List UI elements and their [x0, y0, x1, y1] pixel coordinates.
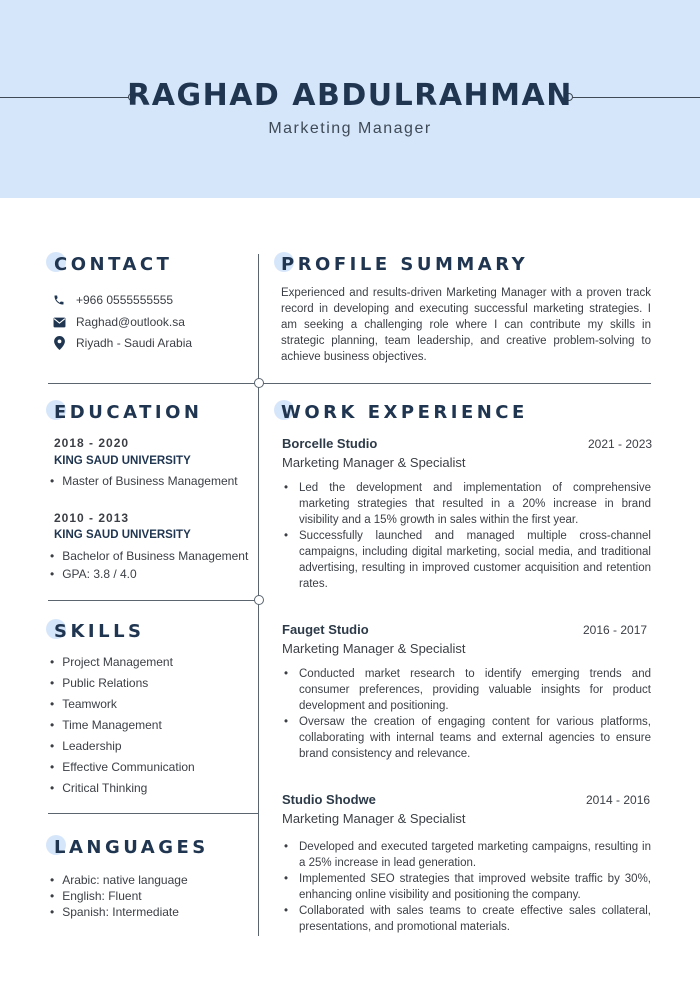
work-heading: WORK EXPERIENCE: [281, 402, 528, 423]
skill-item: • Teamwork: [50, 697, 117, 711]
divider-3: [48, 813, 259, 814]
languages-heading: LANGUAGES: [54, 837, 209, 858]
job-bullet: • Oversaw the creation of engaging content for various platforms, collaborating with internal teams and external agencies to ensure brand consistency and relevance.: [284, 714, 651, 762]
profile-heading: PROFILE SUMMARY: [281, 254, 529, 275]
skill-item: • Public Relations: [50, 676, 148, 690]
job-company: Studio Shodwe: [282, 792, 376, 807]
job-dates: 2014 - 2016: [586, 793, 651, 807]
resume-name: RAGHAD ABDULRAHMAN: [127, 78, 573, 113]
job-dates: 2016 - 2017: [583, 623, 648, 637]
job-company: Fauget Studio: [282, 622, 369, 637]
skill-item: • Critical Thinking: [50, 781, 147, 795]
contact-phone-row: [52, 293, 173, 307]
contact-location-row: [52, 336, 192, 350]
divider-node-1: [254, 378, 264, 388]
language-item: • Spanish: Intermediate: [50, 905, 179, 919]
education-years: 2010 - 2013: [54, 511, 130, 525]
job-bullet: • Collaborated with sales teams to create effective sales collateral, presentations, and promotional materials.: [284, 903, 651, 935]
education-years: 2018 - 2020: [54, 436, 130, 450]
job-bullet: • Developed and executed targeted marketing campaigns, resulting in a 25% increase in lead generation.: [284, 839, 651, 871]
divider-2: [48, 600, 259, 601]
language-item: • Arabic: native language: [50, 873, 188, 887]
phone-icon: [52, 293, 66, 307]
education-item: • Master of Business Management: [50, 474, 238, 488]
job-bullet: • Implemented SEO strategies that improved website traffic by 30%, enhancing online visibility and positioning the company.: [284, 871, 651, 903]
skill-item: • Leadership: [50, 739, 122, 753]
skill-item: • Project Management: [50, 655, 173, 669]
contact-phone: +966 0555555555: [76, 293, 174, 307]
contact-heading: CONTACT: [54, 254, 173, 275]
language-item: • English: Fluent: [50, 889, 142, 903]
contact-location: Riyadh - Saudi Arabia: [76, 336, 193, 350]
education-school: KING SAUD UNIVERSITY: [54, 455, 191, 467]
skill-item: • Effective Communication: [50, 760, 195, 774]
job-bullet: • Successfully launched and managed multiple cross-channel campaigns, including digital marketing, social media, and traditional advertising, resulting in improved customer acquisition and retention rates.: [284, 528, 651, 592]
job-bullet: • Led the development and implementation of comprehensive marketing strategies that resulted in a 20% increase in brand visibility and a 15% growth in sales within the first year.: [284, 480, 651, 528]
email-icon: [52, 315, 66, 329]
contact-email: Raghad@outlook.sa: [76, 315, 185, 329]
profile-summary-text: Experienced and results-driven Marketing Manager with a proven track record in developing and executing successful marketing strategies. I am seeking a challenging role where I can contribute my skills in strategic planning, team leadership, and creative problem-solving to achieve business objectives.: [281, 287, 651, 363]
education-school: KING SAUD UNIVERSITY: [54, 529, 191, 541]
job-role: Marketing Manager & Specialist: [282, 811, 466, 826]
job-dates: 2021 - 2023: [588, 437, 653, 451]
education-item: • Bachelor of Business Management: [50, 549, 248, 563]
contact-email-row: [52, 315, 185, 329]
education-heading: EDUCATION: [54, 402, 203, 423]
header-band: [0, 0, 700, 198]
skills-heading: SKILLS: [54, 621, 145, 642]
divider-1: [48, 383, 651, 384]
education-item: • GPA: 3.8 / 4.0: [50, 567, 137, 581]
job-role: Marketing Manager & Specialist: [282, 455, 466, 470]
divider-node-2: [254, 595, 264, 605]
skill-item: • Time Management: [50, 718, 162, 732]
resume-title: Marketing Manager: [268, 120, 432, 137]
location-pin-icon: [52, 336, 66, 350]
job-role: Marketing Manager & Specialist: [282, 641, 466, 656]
job-company: Borcelle Studio: [282, 436, 378, 451]
job-bullet: • Conducted market research to identify emerging trends and consumer preferences, providing valuable insights for product development and positioning.: [284, 666, 651, 714]
